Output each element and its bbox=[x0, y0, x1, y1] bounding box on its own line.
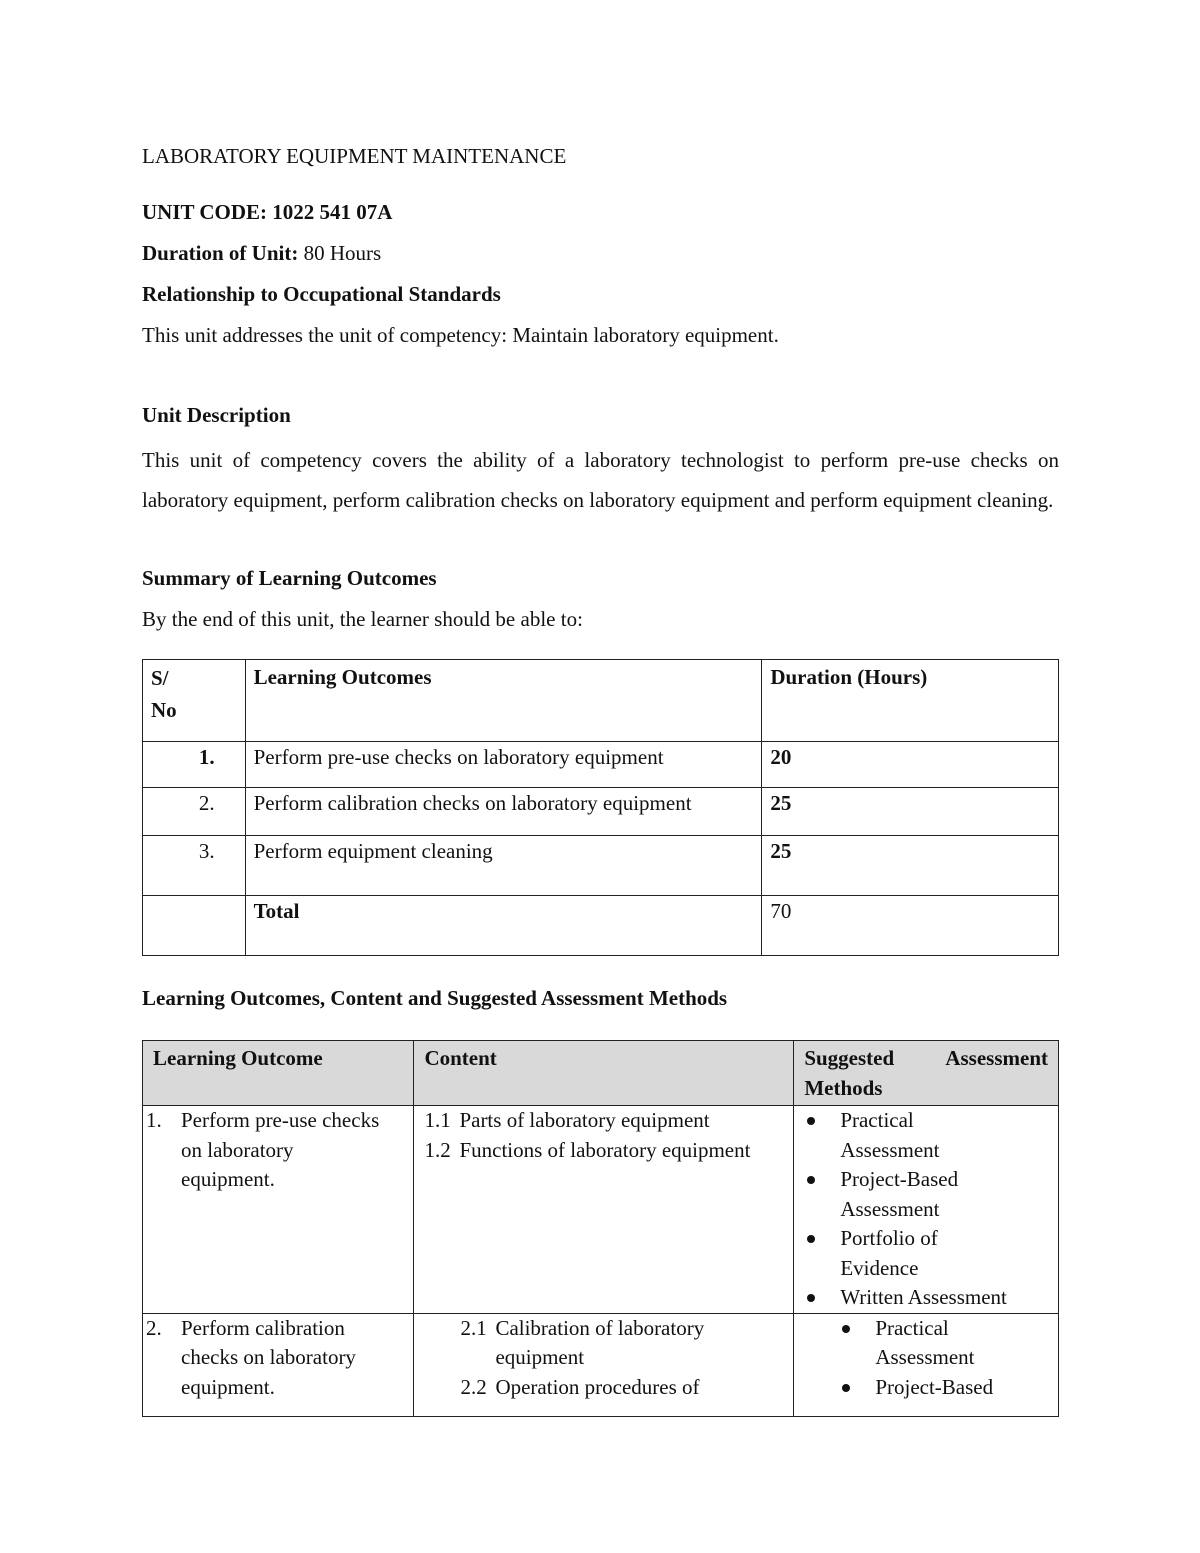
row-sno: 2. bbox=[143, 788, 246, 836]
row-sno: 1. bbox=[143, 742, 246, 788]
methods-cell bbox=[794, 1313, 1059, 1416]
list-item: Project-Based Assessment bbox=[794, 1165, 1058, 1224]
list-item: 2.1 Calibration of laboratory equipment bbox=[460, 1315, 705, 1369]
duration-value: 80 Hours bbox=[298, 241, 382, 265]
outcome-line: Perform calibration bbox=[181, 1315, 345, 1340]
bullet-icon bbox=[804, 1165, 840, 1224]
outcome-cell bbox=[143, 1313, 414, 1416]
unit-code: UNIT CODE: 1022 541 07A bbox=[142, 200, 393, 224]
row-hours: 25 bbox=[762, 788, 1059, 836]
list-item: 1.2 Functions of laboratory equipment bbox=[424, 1137, 751, 1162]
table-row bbox=[143, 742, 1059, 788]
bullet-icon bbox=[804, 1283, 840, 1313]
outcome-line: Perform pre-use checks bbox=[181, 1108, 380, 1132]
content-cell bbox=[414, 1106, 794, 1314]
methods-cell bbox=[794, 1106, 1059, 1314]
outcome-line: on laboratory bbox=[181, 1137, 294, 1162]
relationship-text: This unit addresses the unit of competency: Maintain laboratory equipment. bbox=[142, 323, 779, 347]
outcome-number: 1. bbox=[146, 1108, 162, 1132]
summary-table bbox=[142, 659, 1059, 956]
header-outcomes: Learning Outcomes bbox=[245, 660, 762, 742]
total-label: Total bbox=[245, 896, 762, 956]
total-value: 70 bbox=[762, 896, 1059, 956]
outcome-line: equipment. bbox=[181, 1374, 275, 1399]
total-row bbox=[143, 896, 1059, 956]
row-hours: 25 bbox=[762, 836, 1059, 896]
list-item: 2.2 Operation procedures of bbox=[460, 1374, 700, 1399]
bullet-icon bbox=[839, 1314, 875, 1373]
bullet-icon bbox=[804, 1106, 840, 1165]
outcome-line: equipment. bbox=[181, 1167, 275, 1191]
duration-label: Duration of Unit: bbox=[142, 241, 299, 265]
list-item: Portfolio of Evidence bbox=[794, 1224, 1058, 1283]
header-methods: Suggested Assessment Methods bbox=[794, 1041, 1059, 1106]
bullet-icon bbox=[804, 1224, 840, 1283]
outcome-cell bbox=[143, 1106, 414, 1314]
bullet-icon bbox=[839, 1373, 875, 1403]
header-content: Content bbox=[414, 1041, 794, 1106]
summary-intro: By the end of this unit, the learner should be able to: bbox=[142, 607, 583, 631]
unit-duration bbox=[142, 240, 381, 266]
assessment-header-row bbox=[143, 1041, 1059, 1106]
list-item: Practical Assessment bbox=[794, 1106, 1058, 1165]
summary-header-row bbox=[143, 660, 1059, 742]
description-heading: Unit Description bbox=[142, 403, 291, 427]
header-learning-outcome: Learning Outcome bbox=[143, 1041, 414, 1106]
assessment-heading: Learning Outcomes, Content and Suggested Assessment Methods bbox=[142, 986, 728, 1010]
list-item: 1.1 Parts of laboratory equipment bbox=[424, 1108, 710, 1132]
relationship-heading: Relationship to Occupational Standards bbox=[142, 282, 501, 306]
outcome-line: checks on laboratory bbox=[181, 1345, 356, 1369]
row-outcome: Perform equipment cleaning bbox=[245, 836, 762, 896]
row-outcome: Perform calibration checks on laboratory equipment bbox=[245, 788, 762, 836]
row-sno: 3. bbox=[143, 836, 246, 896]
list-item: Practical Assessment bbox=[794, 1314, 1058, 1373]
content-cell bbox=[414, 1313, 794, 1416]
total-sno bbox=[143, 896, 246, 956]
list-item: Project-Based bbox=[794, 1373, 1058, 1403]
summary-heading: Summary of Learning Outcomes bbox=[142, 566, 437, 590]
list-item: Written Assessment bbox=[794, 1283, 1058, 1313]
assessment-table bbox=[142, 1040, 1059, 1417]
table-row bbox=[143, 836, 1059, 896]
row-hours: 20 bbox=[762, 742, 1059, 788]
header-duration: Duration (Hours) bbox=[762, 660, 1059, 742]
table-row bbox=[143, 1106, 1059, 1314]
header-sno: S/ No bbox=[143, 660, 246, 742]
row-outcome: Perform pre-use checks on laboratory equipment bbox=[245, 742, 762, 788]
document-title: LABORATORY EQUIPMENT MAINTENANCE bbox=[142, 144, 567, 168]
table-row bbox=[143, 788, 1059, 836]
outcome-number: 2. bbox=[146, 1315, 162, 1340]
table-row bbox=[143, 1313, 1059, 1416]
description-text: This unit of competency covers the ability of a laboratory technologist to perform pre-use checks on laboratory equipment, perform calibration checks on laboratory equipment and perform equipment cleaning. bbox=[142, 448, 1059, 512]
